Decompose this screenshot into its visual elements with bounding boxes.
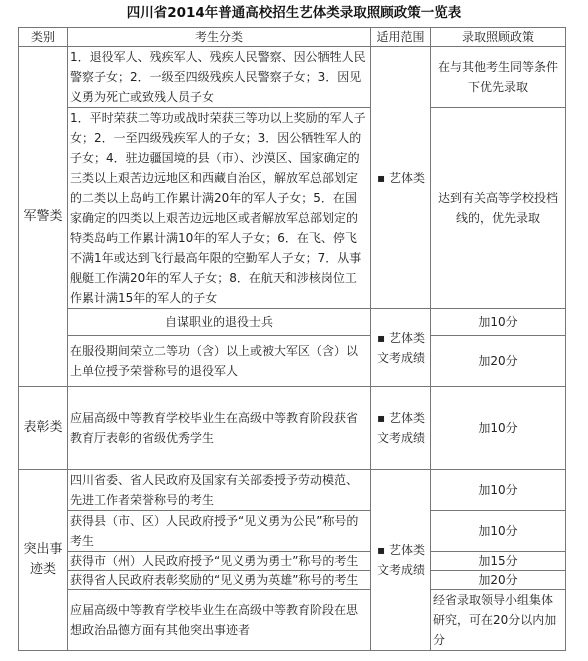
candidate-cell: 四川省委、省人民政府及国家有关部委授予劳动模范、先进工作者荣誉称号的考生 [68, 470, 371, 511]
category-deeds: 突出事迹类 [19, 470, 68, 651]
scope-cell: ▪ 艺体类文考成绩 [371, 470, 431, 651]
policy-cell: 加20分 [431, 571, 566, 590]
candidate-cell: 应届高级中等教育学校毕业生在高级中等教育阶段在思想政治品德方面有其他突出事迹者 [68, 590, 371, 651]
scope-cell: ▪ 艺体类文考成绩 [371, 309, 431, 387]
policy-cell: 加10分 [431, 511, 566, 552]
policy-cell: 加10分 [431, 470, 566, 511]
policy-cell: 达到有关高等学校投档线的，优先录取 [431, 108, 566, 309]
candidate-cell: 获得县（市、区）人民政府授予“见义勇为公民”称号的考生 [68, 511, 371, 552]
table-row [19, 387, 566, 470]
candidate-cell: 在服役期间荣立二等功（含）以上或被大军区（含）以上单位授予荣誉称号的退役军人 [68, 336, 371, 387]
header-candidate: 考生分类 [68, 28, 371, 47]
candidate-cell: 应届高级中等教育学校毕业生在高级中等教育阶段获省教育厅表彰的省级优秀学生 [68, 387, 371, 470]
scope-cell: ▪ 艺体类 [371, 47, 431, 309]
candidate-cell: 1．平时荣获二等功或战时荣获三等功以上奖励的军人子女；2．一至四级残疾军人的子女；3．因公牺牲军人的子女；4．驻边疆国境的县（市）、沙漠区、国家确定的三类以上艰苦边远地区和西藏自治区，解放军总部划定的二类以上岛屿工作累计满20年的军人子女；5．在国家确定的四类以上艰苦边远地区或者解放军总部划定的特类岛屿工作累计满10年的军人子女；6．在飞、停飞不满1年或达到飞行最高年限的空勤军人子女；7．从事舰艇工作满20年的军人子女；8．在航天和涉核岗位工作累计满15年的军人的子女 [68, 108, 371, 309]
candidate-cell: 自谋职业的退役士兵 [68, 309, 371, 336]
table-row [19, 470, 566, 511]
table-row [19, 511, 566, 552]
category-military: 军警类 [19, 47, 68, 387]
policy-cell: 经省录取领导小组集体研究，可在20分以内加分 [431, 590, 566, 651]
table-row [19, 47, 566, 108]
candidate-cell: 获得省人民政府表彰奖励的“见义勇为英雄”称号的考生 [68, 571, 371, 590]
table-row [19, 590, 566, 651]
policy-cell: 在与其他考生同等条件下优先录取 [431, 47, 566, 108]
page-title: 四川省2014年普通高校招生艺体类录取照顾政策一览表 [126, 5, 462, 21]
policy-cell: 加15分 [431, 552, 566, 571]
header-policy: 录取照顾政策 [431, 28, 566, 47]
policy-cell: 加10分 [431, 387, 566, 470]
header-scope: 适用范围 [371, 28, 431, 47]
header-category: 类别 [19, 28, 68, 47]
scope-cell: ▪ 艺体类文考成绩 [371, 387, 431, 470]
header-row [19, 28, 566, 47]
table-row [19, 309, 566, 336]
candidate-cell: 获得市（州）人民政府授予“见义勇为勇士”称号的考生 [68, 552, 371, 571]
candidate-cell: 1．退役军人、残疾军人、残疾人民警察、因公牺牲人民警察子女；2．一级至四级残疾人民警察子女；3．因见义勇为死亡或致残人员子女 [68, 47, 371, 108]
policy-cell: 加10分 [431, 309, 566, 336]
policy-cell: 加20分 [431, 336, 566, 387]
table-row [19, 571, 566, 590]
table-row [19, 552, 566, 571]
policy-table [18, 27, 566, 651]
table-row [19, 108, 566, 309]
category-commend: 表彰类 [19, 387, 68, 470]
table-row [19, 336, 566, 387]
